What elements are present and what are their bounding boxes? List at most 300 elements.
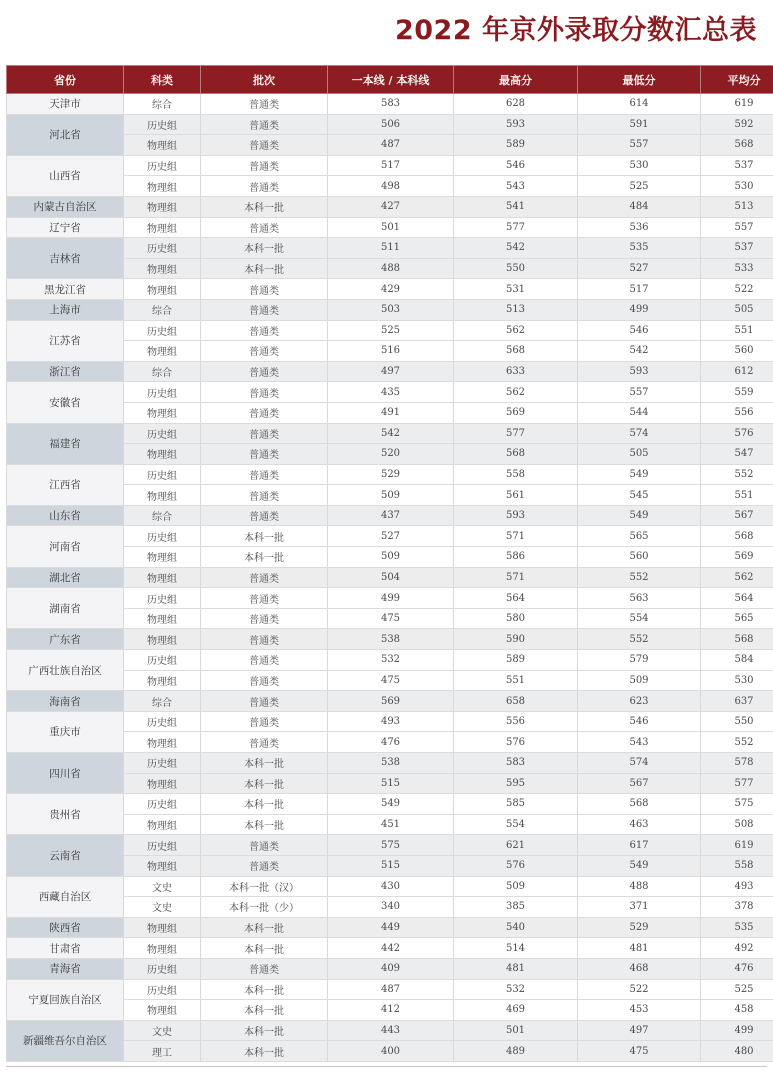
subject-cell: 历史组 <box>124 320 201 341</box>
province-cell: 黑龙江省 <box>7 279 124 300</box>
subject-cell: 物理组 <box>124 670 201 691</box>
subject-cell: 物理组 <box>124 855 201 876</box>
average-score-cell: 513 <box>701 196 773 217</box>
province-cell: 湖北省 <box>7 567 124 588</box>
province-cell: 甘肃省 <box>7 938 124 959</box>
cutoff-cell: 493 <box>328 711 454 732</box>
lowest-score-cell: 549 <box>578 505 701 526</box>
province-cell: 陕西省 <box>7 917 124 938</box>
highest-score-cell: 568 <box>454 341 578 362</box>
highest-score-cell: 595 <box>454 773 578 794</box>
province-cell: 青海省 <box>7 958 124 979</box>
table-row <box>7 505 773 526</box>
page-title: 2022 年京外录取分数汇总表 <box>394 15 757 46</box>
average-score-cell: 530 <box>701 176 773 197</box>
average-score-cell: 568 <box>701 526 773 547</box>
average-score-cell: 537 <box>701 238 773 259</box>
average-score-cell: 565 <box>701 608 773 629</box>
cutoff-cell: 487 <box>328 135 454 156</box>
batch-cell: 普通类 <box>201 361 328 382</box>
lowest-score-cell: 546 <box>578 711 701 732</box>
lowest-score-cell: 568 <box>578 794 701 815</box>
cutoff-cell: 529 <box>328 464 454 485</box>
highest-score-cell: 531 <box>454 279 578 300</box>
province-cell: 河北省 <box>7 114 124 155</box>
batch-cell: 普通类 <box>201 176 328 197</box>
highest-score-cell: 542 <box>454 238 578 259</box>
batch-cell: 普通类 <box>201 855 328 876</box>
highest-score-cell: 576 <box>454 732 578 753</box>
cutoff-cell: 449 <box>328 917 454 938</box>
cutoff-cell: 475 <box>328 608 454 629</box>
cutoff-cell: 517 <box>328 155 454 176</box>
batch-cell: 本科一批 <box>201 1000 328 1021</box>
average-score-cell: 564 <box>701 588 773 609</box>
cutoff-cell: 527 <box>328 526 454 547</box>
average-score-cell: 552 <box>701 732 773 753</box>
header-average: 平均分 <box>701 66 773 94</box>
table-row <box>7 979 773 1000</box>
subject-cell: 物理组 <box>124 402 201 423</box>
subject-cell: 历史组 <box>124 155 201 176</box>
subject-cell: 历史组 <box>124 794 201 815</box>
batch-cell: 普通类 <box>201 588 328 609</box>
lowest-score-cell: 591 <box>578 114 701 135</box>
cutoff-cell: 427 <box>328 196 454 217</box>
average-score-cell: 619 <box>701 94 773 115</box>
subject-cell: 物理组 <box>124 608 201 629</box>
cutoff-cell: 435 <box>328 382 454 403</box>
average-score-cell: 550 <box>701 711 773 732</box>
table-row <box>7 196 773 217</box>
highest-score-cell: 571 <box>454 526 578 547</box>
batch-cell: 普通类 <box>201 629 328 650</box>
subject-cell: 历史组 <box>124 526 201 547</box>
subject-cell: 物理组 <box>124 176 201 197</box>
average-score-cell: 560 <box>701 341 773 362</box>
cutoff-cell: 400 <box>328 1041 454 1062</box>
highest-score-cell: 481 <box>454 958 578 979</box>
lowest-score-cell: 552 <box>578 629 701 650</box>
batch-cell: 本科一批 <box>201 753 328 774</box>
cutoff-cell: 506 <box>328 114 454 135</box>
average-score-cell: 568 <box>701 629 773 650</box>
lowest-score-cell: 574 <box>578 423 701 444</box>
table-row <box>7 279 773 300</box>
batch-cell: 普通类 <box>201 650 328 671</box>
average-score-cell: 578 <box>701 753 773 774</box>
table-row <box>7 423 773 444</box>
highest-score-cell: 568 <box>454 444 578 465</box>
batch-cell: 本科一批 <box>201 814 328 835</box>
batch-cell: 本科一批 <box>201 1020 328 1041</box>
subject-cell: 物理组 <box>124 258 201 279</box>
table-row <box>7 526 773 547</box>
batch-cell: 普通类 <box>201 114 328 135</box>
highest-score-cell: 543 <box>454 176 578 197</box>
batch-cell: 普通类 <box>201 382 328 403</box>
average-score-cell: 505 <box>701 299 773 320</box>
average-score-cell: 493 <box>701 876 773 897</box>
table-header-row <box>7 66 773 94</box>
highest-score-cell: 550 <box>454 258 578 279</box>
table-row <box>7 938 773 959</box>
highest-score-cell: 577 <box>454 217 578 238</box>
province-cell: 海南省 <box>7 691 124 712</box>
header-highest: 最高分 <box>454 66 578 94</box>
cutoff-cell: 412 <box>328 1000 454 1021</box>
lowest-score-cell: 552 <box>578 567 701 588</box>
lowest-score-cell: 468 <box>578 958 701 979</box>
batch-cell: 本科一批 <box>201 917 328 938</box>
batch-cell: 普通类 <box>201 155 328 176</box>
average-score-cell: 537 <box>701 155 773 176</box>
lowest-score-cell: 371 <box>578 897 701 918</box>
subject-cell: 物理组 <box>124 444 201 465</box>
highest-score-cell: 556 <box>454 711 578 732</box>
province-cell: 四川省 <box>7 753 124 794</box>
highest-score-cell: 562 <box>454 382 578 403</box>
province-cell: 浙江省 <box>7 361 124 382</box>
province-cell: 吉林省 <box>7 238 124 279</box>
header-subject: 科类 <box>124 66 201 94</box>
batch-cell: 普通类 <box>201 402 328 423</box>
cutoff-cell: 503 <box>328 299 454 320</box>
highest-score-cell: 576 <box>454 855 578 876</box>
cutoff-cell: 575 <box>328 835 454 856</box>
average-score-cell: 535 <box>701 917 773 938</box>
batch-cell: 本科一批 <box>201 258 328 279</box>
subject-cell: 历史组 <box>124 423 201 444</box>
subject-cell: 历史组 <box>124 588 201 609</box>
admission-score-table <box>6 65 773 1062</box>
average-score-cell: 499 <box>701 1020 773 1041</box>
highest-score-cell: 532 <box>454 979 578 1000</box>
cutoff-cell: 504 <box>328 567 454 588</box>
province-cell: 新疆维吾尔自治区 <box>7 1020 124 1061</box>
average-score-cell: 559 <box>701 382 773 403</box>
average-score-cell: 562 <box>701 567 773 588</box>
subject-cell: 物理组 <box>124 938 201 959</box>
highest-score-cell: 580 <box>454 608 578 629</box>
batch-cell: 本科一批 <box>201 196 328 217</box>
average-score-cell: 492 <box>701 938 773 959</box>
average-score-cell: 551 <box>701 485 773 506</box>
subject-cell: 物理组 <box>124 567 201 588</box>
highest-score-cell: 628 <box>454 94 578 115</box>
subject-cell: 文史 <box>124 876 201 897</box>
batch-cell: 普通类 <box>201 320 328 341</box>
table-row <box>7 567 773 588</box>
subject-cell: 历史组 <box>124 711 201 732</box>
highest-score-cell: 621 <box>454 835 578 856</box>
table-row <box>7 238 773 259</box>
header-cutoff: 一本线 / 本科线 <box>328 66 454 94</box>
cutoff-cell: 509 <box>328 547 454 568</box>
subject-cell: 物理组 <box>124 629 201 650</box>
subject-cell: 历史组 <box>124 114 201 135</box>
province-cell: 西藏自治区 <box>7 876 124 917</box>
table-row <box>7 691 773 712</box>
cutoff-cell: 501 <box>328 217 454 238</box>
province-cell: 福建省 <box>7 423 124 464</box>
cutoff-cell: 538 <box>328 753 454 774</box>
highest-score-cell: 551 <box>454 670 578 691</box>
highest-score-cell: 585 <box>454 794 578 815</box>
batch-cell: 普通类 <box>201 217 328 238</box>
cutoff-cell: 538 <box>328 629 454 650</box>
average-score-cell: 569 <box>701 547 773 568</box>
province-cell: 广西壮族自治区 <box>7 650 124 691</box>
lowest-score-cell: 536 <box>578 217 701 238</box>
cutoff-cell: 549 <box>328 794 454 815</box>
average-score-cell: 637 <box>701 691 773 712</box>
cutoff-cell: 569 <box>328 691 454 712</box>
lowest-score-cell: 475 <box>578 1041 701 1062</box>
batch-cell: 普通类 <box>201 608 328 629</box>
lowest-score-cell: 545 <box>578 485 701 506</box>
lowest-score-cell: 505 <box>578 444 701 465</box>
cutoff-cell: 542 <box>328 423 454 444</box>
highest-score-cell: 469 <box>454 1000 578 1021</box>
average-score-cell: 577 <box>701 773 773 794</box>
lowest-score-cell: 565 <box>578 526 701 547</box>
batch-cell: 普通类 <box>201 691 328 712</box>
batch-cell: 本科一批 <box>201 1041 328 1062</box>
batch-cell: 普通类 <box>201 567 328 588</box>
lowest-score-cell: 557 <box>578 382 701 403</box>
header-province: 省份 <box>7 66 124 94</box>
subject-cell: 历史组 <box>124 464 201 485</box>
cutoff-cell: 583 <box>328 94 454 115</box>
highest-score-cell: 577 <box>454 423 578 444</box>
subject-cell: 物理组 <box>124 917 201 938</box>
batch-cell: 普通类 <box>201 958 328 979</box>
province-cell: 辽宁省 <box>7 217 124 238</box>
table-row <box>7 1020 773 1041</box>
cutoff-cell: 498 <box>328 176 454 197</box>
province-cell: 重庆市 <box>7 711 124 752</box>
average-score-cell: 547 <box>701 444 773 465</box>
highest-score-cell: 562 <box>454 320 578 341</box>
lowest-score-cell: 535 <box>578 238 701 259</box>
subject-cell: 历史组 <box>124 650 201 671</box>
lowest-score-cell: 517 <box>578 279 701 300</box>
table-row <box>7 155 773 176</box>
subject-cell: 综合 <box>124 505 201 526</box>
cutoff-cell: 437 <box>328 505 454 526</box>
table-row <box>7 299 773 320</box>
subject-cell: 文史 <box>124 1020 201 1041</box>
lowest-score-cell: 617 <box>578 835 701 856</box>
table-row <box>7 753 773 774</box>
lowest-score-cell: 614 <box>578 94 701 115</box>
province-cell: 江西省 <box>7 464 124 505</box>
subject-cell: 物理组 <box>124 814 201 835</box>
average-score-cell: 558 <box>701 855 773 876</box>
lowest-score-cell: 488 <box>578 876 701 897</box>
table-row <box>7 629 773 650</box>
batch-cell: 本科一批 <box>201 238 328 259</box>
highest-score-cell: 558 <box>454 464 578 485</box>
cutoff-cell: 532 <box>328 650 454 671</box>
province-cell: 内蒙古自治区 <box>7 196 124 217</box>
cutoff-cell: 430 <box>328 876 454 897</box>
subject-cell: 历史组 <box>124 835 201 856</box>
table-row <box>7 217 773 238</box>
province-cell: 贵州省 <box>7 794 124 835</box>
cutoff-cell: 488 <box>328 258 454 279</box>
batch-cell: 本科一批 <box>201 547 328 568</box>
batch-cell: 普通类 <box>201 711 328 732</box>
batch-cell: 普通类 <box>201 505 328 526</box>
lowest-score-cell: 509 <box>578 670 701 691</box>
highest-score-cell: 569 <box>454 402 578 423</box>
batch-cell: 本科一批（少） <box>201 897 328 918</box>
province-cell: 广东省 <box>7 629 124 650</box>
subject-cell: 综合 <box>124 94 201 115</box>
header-lowest: 最低分 <box>578 66 701 94</box>
highest-score-cell: 501 <box>454 1020 578 1041</box>
subject-cell: 历史组 <box>124 979 201 1000</box>
lowest-score-cell: 543 <box>578 732 701 753</box>
cutoff-cell: 340 <box>328 897 454 918</box>
lowest-score-cell: 527 <box>578 258 701 279</box>
province-cell: 云南省 <box>7 835 124 876</box>
province-cell: 江苏省 <box>7 320 124 361</box>
lowest-score-cell: 567 <box>578 773 701 794</box>
lowest-score-cell: 593 <box>578 361 701 382</box>
average-score-cell: 476 <box>701 958 773 979</box>
province-cell: 宁夏回族自治区 <box>7 979 124 1020</box>
average-score-cell: 556 <box>701 402 773 423</box>
subject-cell: 物理组 <box>124 341 201 362</box>
average-score-cell: 530 <box>701 670 773 691</box>
batch-cell: 普通类 <box>201 94 328 115</box>
lowest-score-cell: 484 <box>578 196 701 217</box>
average-score-cell: 619 <box>701 835 773 856</box>
table-row <box>7 711 773 732</box>
lowest-score-cell: 453 <box>578 1000 701 1021</box>
lowest-score-cell: 529 <box>578 917 701 938</box>
lowest-score-cell: 560 <box>578 547 701 568</box>
province-cell: 天津市 <box>7 94 124 115</box>
lowest-score-cell: 546 <box>578 320 701 341</box>
cutoff-cell: 451 <box>328 814 454 835</box>
table-row <box>7 794 773 815</box>
table-body <box>7 94 773 1062</box>
subject-cell: 物理组 <box>124 773 201 794</box>
batch-cell: 普通类 <box>201 670 328 691</box>
table-row <box>7 114 773 135</box>
highest-score-cell: 583 <box>454 753 578 774</box>
subject-cell: 物理组 <box>124 547 201 568</box>
cutoff-cell: 515 <box>328 773 454 794</box>
average-score-cell: 378 <box>701 897 773 918</box>
subject-cell: 物理组 <box>124 732 201 753</box>
highest-score-cell: 586 <box>454 547 578 568</box>
subject-cell: 历史组 <box>124 238 201 259</box>
lowest-score-cell: 579 <box>578 650 701 671</box>
average-score-cell: 557 <box>701 217 773 238</box>
cutoff-cell: 442 <box>328 938 454 959</box>
average-score-cell: 567 <box>701 505 773 526</box>
table-row <box>7 94 773 115</box>
lowest-score-cell: 549 <box>578 855 701 876</box>
table-row <box>7 958 773 979</box>
lowest-score-cell: 544 <box>578 402 701 423</box>
average-score-cell: 508 <box>701 814 773 835</box>
table-row <box>7 588 773 609</box>
subject-cell: 物理组 <box>124 1000 201 1021</box>
highest-score-cell: 589 <box>454 135 578 156</box>
highest-score-cell: 509 <box>454 876 578 897</box>
province-cell: 山西省 <box>7 155 124 196</box>
batch-cell: 普通类 <box>201 135 328 156</box>
lowest-score-cell: 574 <box>578 753 701 774</box>
highest-score-cell: 571 <box>454 567 578 588</box>
highest-score-cell: 554 <box>454 814 578 835</box>
lowest-score-cell: 525 <box>578 176 701 197</box>
cutoff-cell: 525 <box>328 320 454 341</box>
average-score-cell: 480 <box>701 1041 773 1062</box>
highest-score-cell: 593 <box>454 114 578 135</box>
highest-score-cell: 633 <box>454 361 578 382</box>
batch-cell: 普通类 <box>201 299 328 320</box>
batch-cell: 本科一批（汉） <box>201 876 328 897</box>
batch-cell: 本科一批 <box>201 979 328 1000</box>
subject-cell: 理工 <box>124 1041 201 1062</box>
cutoff-cell: 499 <box>328 588 454 609</box>
batch-cell: 普通类 <box>201 485 328 506</box>
lowest-score-cell: 463 <box>578 814 701 835</box>
admission-score-table-container <box>6 65 767 1062</box>
table-row <box>7 382 773 403</box>
lowest-score-cell: 623 <box>578 691 701 712</box>
subject-cell: 物理组 <box>124 217 201 238</box>
header-batch: 批次 <box>201 66 328 94</box>
average-score-cell: 576 <box>701 423 773 444</box>
subject-cell: 历史组 <box>124 753 201 774</box>
average-score-cell: 458 <box>701 1000 773 1021</box>
batch-cell: 本科一批 <box>201 773 328 794</box>
subject-cell: 历史组 <box>124 382 201 403</box>
table-row <box>7 320 773 341</box>
cutoff-cell: 491 <box>328 402 454 423</box>
subject-cell: 物理组 <box>124 279 201 300</box>
subject-cell: 物理组 <box>124 196 201 217</box>
average-score-cell: 568 <box>701 135 773 156</box>
lowest-score-cell: 557 <box>578 135 701 156</box>
lowest-score-cell: 563 <box>578 588 701 609</box>
batch-cell: 普通类 <box>201 444 328 465</box>
average-score-cell: 522 <box>701 279 773 300</box>
table-row <box>7 876 773 897</box>
cutoff-cell: 520 <box>328 444 454 465</box>
average-score-cell: 592 <box>701 114 773 135</box>
average-score-cell: 612 <box>701 361 773 382</box>
table-row <box>7 361 773 382</box>
highest-score-cell: 513 <box>454 299 578 320</box>
lowest-score-cell: 522 <box>578 979 701 1000</box>
highest-score-cell: 489 <box>454 1041 578 1062</box>
table-row <box>7 835 773 856</box>
cutoff-cell: 511 <box>328 238 454 259</box>
lowest-score-cell: 499 <box>578 299 701 320</box>
table-bottom-rule <box>6 1066 767 1067</box>
batch-cell: 本科一批 <box>201 794 328 815</box>
batch-cell: 本科一批 <box>201 938 328 959</box>
